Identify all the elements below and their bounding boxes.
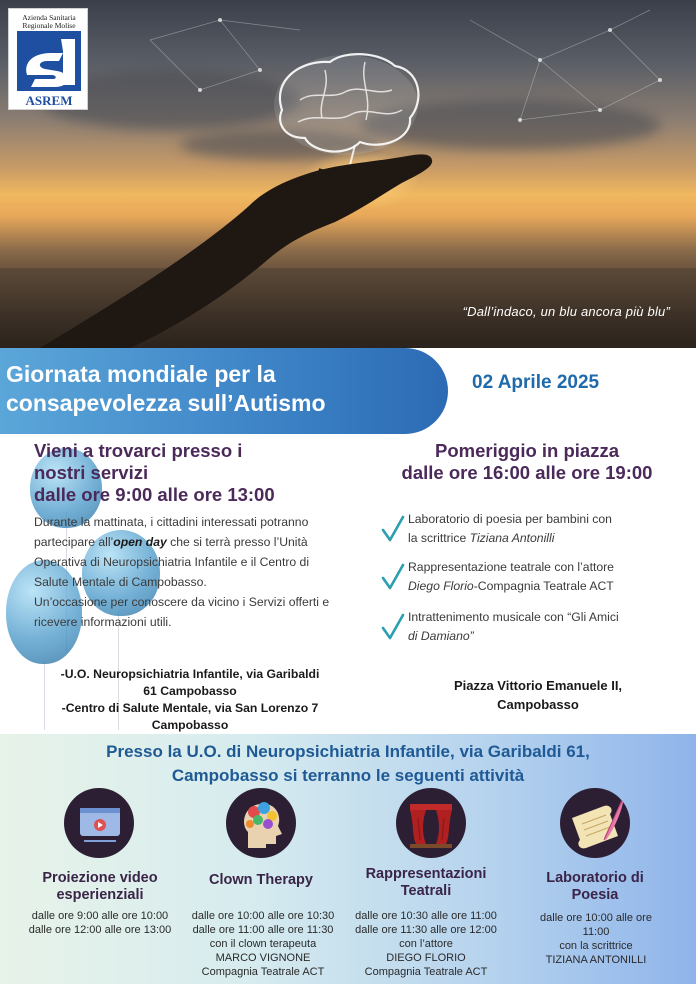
schedule-line: Compagnia Teatrale ACT bbox=[364, 966, 488, 978]
schedule-line: dalle ore 11:00 alle ore 11:30 bbox=[192, 924, 334, 936]
column-title bbox=[350, 866, 502, 900]
address-line: Campobasso bbox=[151, 718, 229, 732]
schedule-line: dalle ore 10:30 alle ore 11:00 bbox=[355, 910, 497, 922]
glowing-brain-icon bbox=[274, 54, 418, 165]
activity-item bbox=[380, 608, 680, 648]
asrem-mark-icon bbox=[17, 31, 81, 91]
column-title-line: esperienziali bbox=[56, 887, 144, 903]
hand-brain-illustration bbox=[0, 0, 696, 348]
logo-line-1: Azienda Sanitaria bbox=[22, 13, 76, 22]
column-title bbox=[186, 872, 336, 889]
column-title-line: Poesia bbox=[571, 887, 619, 903]
address-line: 61 Campobasso bbox=[143, 684, 237, 698]
activity-text: la scrittrice bbox=[408, 531, 470, 545]
activity-text: -Compagnia Teatrale ACT bbox=[473, 579, 614, 593]
morning-heading-line-2: nostri servizi bbox=[34, 462, 149, 483]
hand-silhouette bbox=[40, 154, 432, 348]
afternoon-heading bbox=[372, 440, 682, 484]
column-schedule bbox=[516, 911, 676, 967]
event-title-line-2: consapevolezza sull’Autismo bbox=[6, 390, 326, 416]
activity-text: Rappresentazione teatrale con l’attore bbox=[408, 560, 614, 574]
check-icon bbox=[380, 514, 406, 544]
theater-curtain-icon bbox=[396, 788, 466, 858]
schedule-line: dalle ore 10:00 alle ore 10:30 bbox=[191, 910, 335, 922]
hero-quote: “Dall’indaco, un blu ancora più blu” bbox=[462, 304, 670, 319]
column-title-line: Proiezione video bbox=[42, 870, 158, 886]
schedule-line: TIZIANA ANTONILLI bbox=[545, 954, 647, 966]
address-salute-mentale bbox=[30, 700, 350, 734]
schedule-line: dalle ore 9:00 alle ore 10:00 bbox=[31, 910, 169, 922]
schedule-line: dalle ore 10:00 alle ore bbox=[540, 912, 652, 924]
check-icon bbox=[380, 562, 406, 592]
activity-item bbox=[380, 510, 680, 550]
column-title-line: Rappresentazioni bbox=[365, 866, 487, 882]
location-line: Piazza Vittorio Emanuele II, bbox=[453, 678, 623, 693]
schedule-line: DIEGO FLORIO bbox=[386, 952, 466, 964]
address-line: -U.O. Neuropsichiatria Infantile, via Garibaldi bbox=[60, 667, 320, 681]
column-title bbox=[520, 870, 670, 904]
event-title bbox=[6, 360, 446, 418]
activity-text: Intrattenimento musicale con “Gli Amici bbox=[408, 610, 619, 624]
event-title-line-1: Giornata mondiale per la bbox=[6, 361, 276, 387]
morning-heading-line-1: Vieni a trovarci presso i bbox=[34, 440, 243, 461]
video-player-icon bbox=[64, 788, 134, 858]
schedule-line: dalle ore 11:30 alle ore 12:00 bbox=[355, 924, 497, 936]
activities-heading bbox=[30, 740, 666, 788]
address-neuropsichiatria bbox=[30, 666, 350, 700]
column-schedule bbox=[180, 909, 346, 979]
activities-heading-line-2: Campobasso si terranno le seguenti attività bbox=[171, 766, 525, 785]
morning-text: che si terrà presso l’Unità Operativa di Neuropsichiatria Infantile e il Centro di Salute Mentale di Campobasso. bbox=[34, 535, 310, 589]
activities-heading-line-1: Presso la U.O. di Neuropsichiatria Infantile, via Garibaldi 61, bbox=[106, 742, 590, 761]
activity-person: di Damiano” bbox=[408, 629, 474, 643]
afternoon-heading-line-1: Pomeriggio in piazza bbox=[435, 440, 619, 461]
column-title-line: Laboratorio di bbox=[546, 870, 644, 886]
schedule-line: Compagnia Teatrale ACT bbox=[201, 966, 325, 978]
schedule-line: dalle ore 12:00 alle ore 13:00 bbox=[28, 924, 172, 936]
column-schedule bbox=[346, 909, 506, 979]
logo-name: ASREM bbox=[25, 93, 73, 108]
column-schedule bbox=[16, 909, 184, 937]
activity-item bbox=[380, 558, 680, 598]
colorful-brain-head-icon bbox=[226, 788, 296, 858]
morning-description bbox=[34, 512, 334, 632]
column-title-line: Teatrali bbox=[400, 883, 452, 899]
column-title bbox=[20, 870, 180, 904]
morning-heading-hours: dalle ore 9:00 alle ore 13:00 bbox=[34, 484, 275, 505]
location-line: Campobasso bbox=[497, 697, 579, 712]
open-day-emphasis: open day bbox=[113, 535, 167, 549]
check-icon bbox=[380, 612, 406, 642]
column-title-line: Clown Therapy bbox=[209, 872, 313, 888]
schedule-line: con la scrittrice bbox=[559, 940, 633, 952]
schedule-line: MARCO VIGNONE bbox=[215, 952, 311, 964]
afternoon-heading-hours: dalle ore 16:00 alle ore 19:00 bbox=[401, 462, 653, 483]
hero-image bbox=[0, 0, 696, 348]
afternoon-location bbox=[420, 676, 656, 714]
event-date: 02 Aprile 2025 bbox=[472, 372, 600, 393]
morning-text-2: Un’occasione per conoscere da vicino i Servizi offerti e ricevere informazioni utili. bbox=[34, 595, 330, 629]
address-line: -Centro di Salute Mentale, via San Lorenzo 7 bbox=[61, 701, 319, 715]
activity-person: Tiziana Antonilli bbox=[469, 531, 555, 545]
schedule-line: con l’attore bbox=[399, 938, 453, 950]
morning-text: Durante la mattinata, i cittadini interessati potranno partecipare all’ bbox=[34, 515, 309, 549]
logo-line-2: Regionale Molise bbox=[22, 21, 76, 30]
schedule-line: con il clown terapeuta bbox=[209, 938, 317, 950]
schedule-line: 11:00 bbox=[582, 926, 610, 938]
morning-heading bbox=[34, 440, 354, 506]
activity-person: Diego Florio bbox=[408, 579, 474, 593]
asrem-logo bbox=[8, 8, 88, 110]
scroll-quill-icon bbox=[560, 788, 630, 858]
activity-text: Laboratorio di poesia per bambini con bbox=[408, 512, 612, 526]
